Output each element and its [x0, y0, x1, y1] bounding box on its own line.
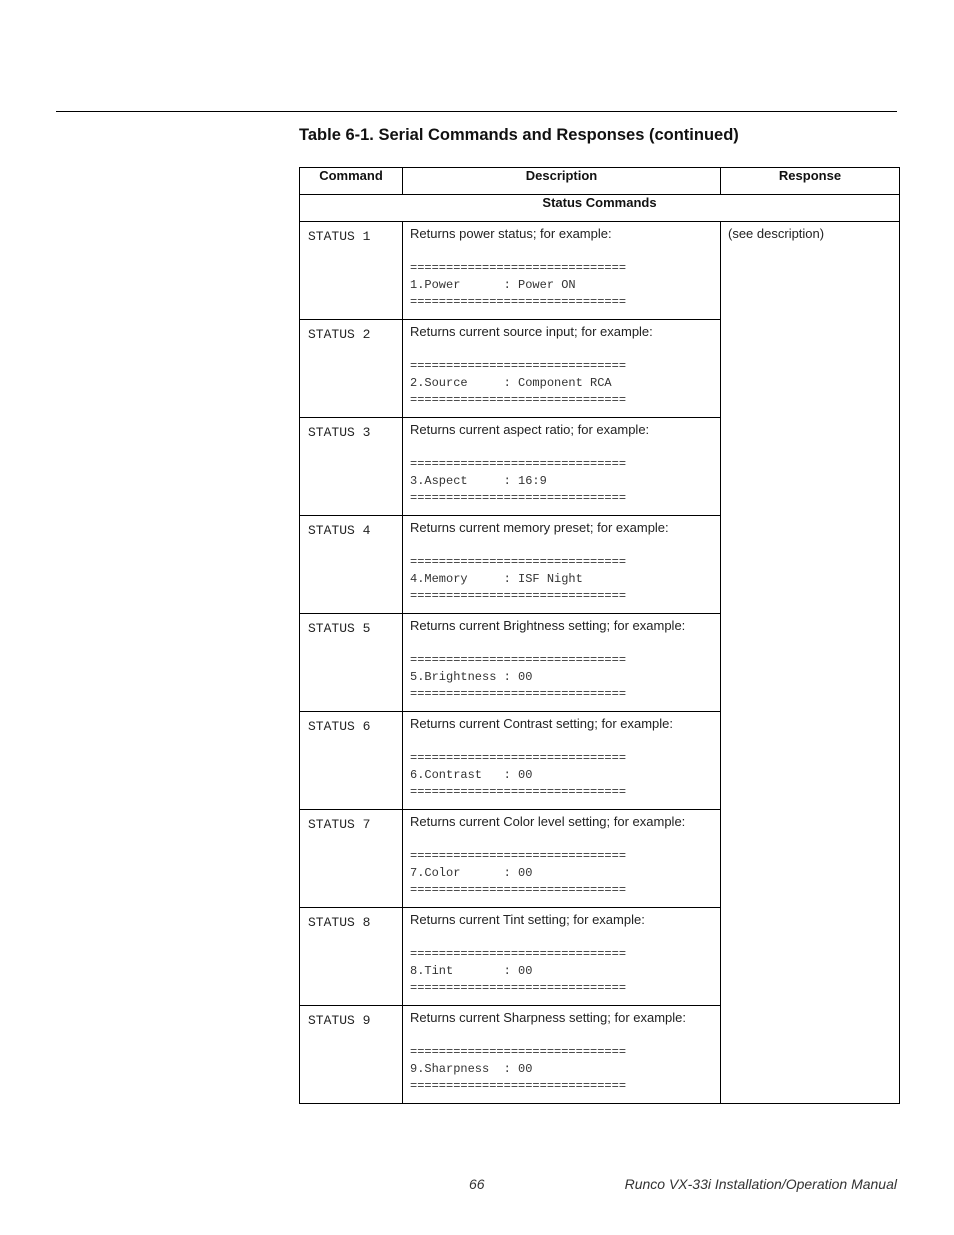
example-rule-bottom: ============================== — [410, 687, 627, 701]
example-rule-bottom: ============================== — [410, 1079, 627, 1093]
example-rule-top: ============================== — [410, 849, 627, 863]
example-rule-top: ============================== — [410, 359, 627, 373]
header-command: Command — [300, 168, 403, 195]
example-value: 9.Sharpness : 00 — [410, 1062, 533, 1076]
description-text: Returns power status; for example: — [410, 226, 612, 241]
response-cell: (see description) — [728, 226, 825, 241]
command-cell: STATUS 5 — [308, 621, 371, 636]
table-header-row — [300, 168, 900, 195]
serial-commands-table — [299, 167, 900, 1104]
command-cell: STATUS 6 — [308, 719, 371, 734]
table-title: Table 6-1. Serial Commands and Responses (continued) — [299, 126, 739, 144]
example-value: 5.Brightness : 00 — [410, 670, 533, 684]
example-rule-bottom: ============================== — [410, 295, 627, 309]
example-rule-top: ============================== — [410, 751, 627, 765]
description-text: Returns current Tint setting; for example: — [410, 912, 645, 927]
example-rule-top: ============================== — [410, 947, 627, 961]
description-text: Returns current Brightness setting; for example: — [410, 618, 686, 633]
example-value: 4.Memory : ISF Night — [410, 572, 583, 586]
header-response: Response — [721, 168, 900, 195]
command-cell: STATUS 9 — [308, 1013, 371, 1028]
section-row — [300, 195, 900, 222]
command-cell: STATUS 1 — [308, 229, 371, 244]
section-title: Status Commands — [300, 195, 900, 222]
description-cell — [403, 908, 720, 997]
description-cell — [403, 320, 720, 409]
example-rule-top: ============================== — [410, 457, 627, 471]
description-cell — [403, 614, 720, 703]
description-text: Returns current memory preset; for example: — [410, 520, 669, 535]
example-rule-top: ============================== — [410, 555, 627, 569]
example-rule-top: ============================== — [410, 261, 627, 275]
example-value: 8.Tint : 00 — [410, 964, 533, 978]
command-cell: STATUS 3 — [308, 425, 371, 440]
command-cell: STATUS 2 — [308, 327, 371, 342]
description-text: Returns current Contrast setting; for example: — [410, 716, 674, 731]
manual-title: Runco VX-33i Installation/Operation Manual — [624, 1176, 897, 1192]
example-rule-bottom: ============================== — [410, 491, 627, 505]
example-rule-bottom: ============================== — [410, 883, 627, 897]
page-number: 66 — [469, 1176, 485, 1192]
example-value: 2.Source : Component RCA — [410, 376, 612, 390]
command-cell: STATUS 8 — [308, 915, 371, 930]
example-rule-bottom: ============================== — [410, 589, 627, 603]
description-text: Returns current Color level setting; for example: — [410, 814, 686, 829]
description-cell — [403, 516, 720, 605]
description-text: Returns current source input; for example: — [410, 324, 653, 339]
example-value: 6.Contrast : 00 — [410, 768, 533, 782]
example-value: 1.Power : Power ON — [410, 278, 576, 292]
description-cell — [403, 712, 720, 801]
example-rule-bottom: ============================== — [410, 393, 627, 407]
description-text: Returns current aspect ratio; for example: — [410, 422, 650, 437]
example-value: 7.Color : 00 — [410, 866, 533, 880]
table-row — [300, 222, 900, 320]
example-rule-top: ============================== — [410, 653, 627, 667]
example-value: 3.Aspect : 16:9 — [410, 474, 547, 488]
header-rule — [56, 111, 897, 112]
description-cell — [403, 810, 720, 899]
description-cell — [403, 1006, 720, 1095]
command-cell: STATUS 7 — [308, 817, 371, 832]
description-cell — [403, 222, 720, 311]
example-rule-top: ============================== — [410, 1045, 627, 1059]
description-text: Returns current Sharpness setting; for example: — [410, 1010, 687, 1025]
example-rule-bottom: ============================== — [410, 981, 627, 995]
command-cell: STATUS 4 — [308, 523, 371, 538]
header-description: Description — [403, 168, 721, 195]
description-cell — [403, 418, 720, 507]
example-rule-bottom: ============================== — [410, 785, 627, 799]
